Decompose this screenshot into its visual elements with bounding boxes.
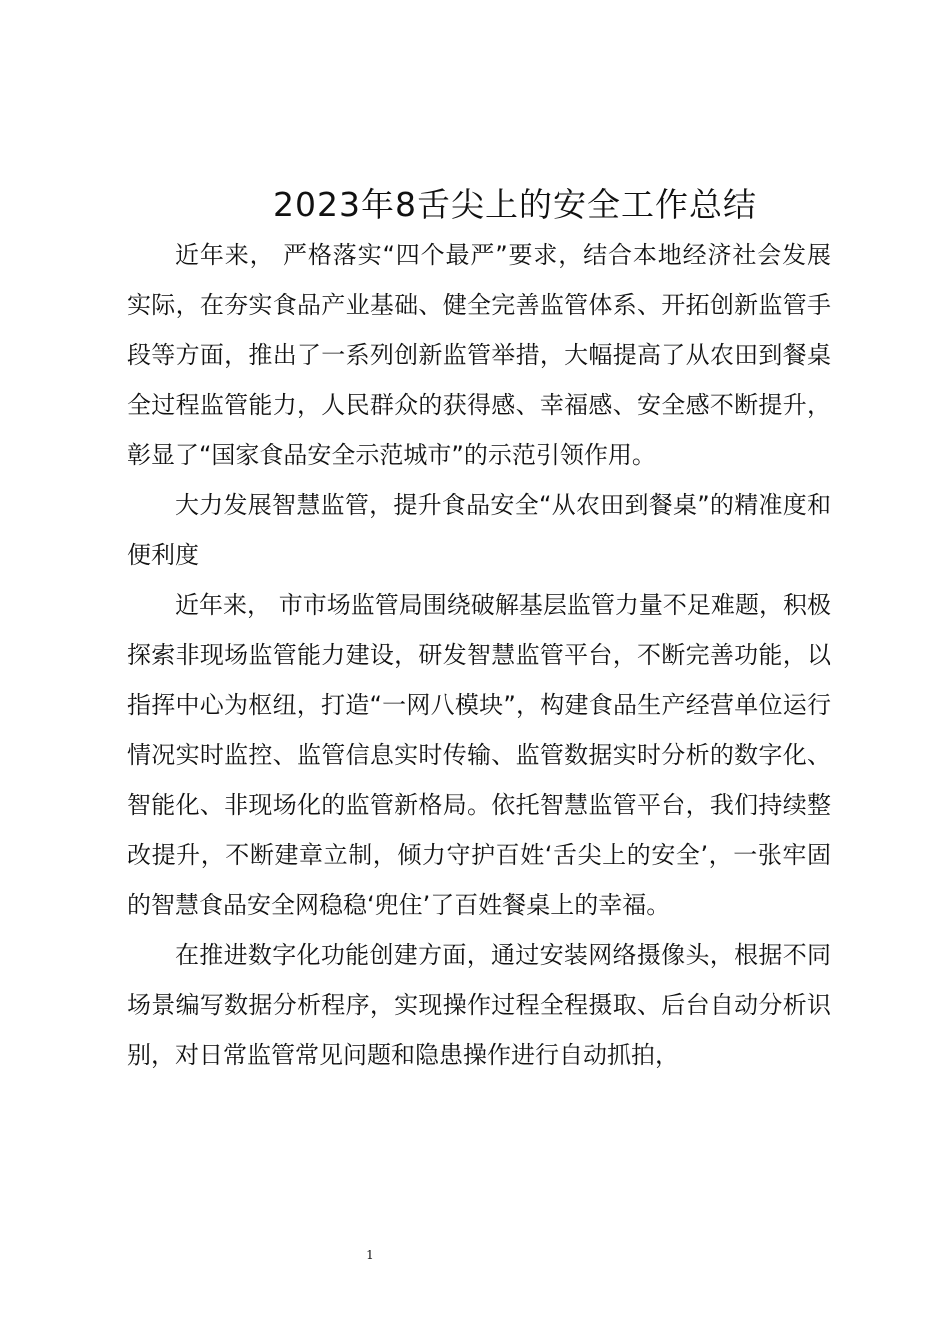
paragraph-smart-supervision: 近年来， 市市场监管局围绕破解基层监管力量不足难题，积极探索非现场监管能力建设，研发智慧监管平台，不断完善功能，以指挥中心为枢纽，打造“一网八模块”，构建食品生产经营单位运行情况实时监控、监管信息实时传输、监管数据实时分析的数字化、智能化、非现场化的监管新格局。依托智慧监管平台，我们持续整改提升，不断建章立制，倾力守护百姓‘舌尖上的安全’，一张牢固的智慧食品安全网稳稳‘兜住’了百姓餐桌上的幸福。 bbox=[127, 591, 831, 919]
document-title: 2023年8舌尖上的安全工作总结 bbox=[273, 185, 757, 224]
page-number: 1 bbox=[366, 1248, 374, 1262]
paragraph-heading: 大力发展智慧监管，提升食品安全“从农田到餐桌”的精准度和便利度 bbox=[127, 491, 831, 569]
document-body bbox=[127, 230, 831, 1080]
paragraph-digital-function: 在推进数字化功能创建方面，通过安装网络摄像头，根据不同场景编写数据分析程序，实现操作过程全程摄取、后台自动分析识别，对日常监管常见问题和隐患操作进行自动抓拍， bbox=[127, 941, 831, 1069]
paragraph-intro: 近年来， 严格落实“四个最严”要求，结合本地经济社会发展实际，在夯实食品产业基础、健全完善监管体系、开拓创新监管手段等方面，推出了一系列创新监管举措，大幅提高了从农田到餐桌全过程监管能力，人民群众的获得感、幸福感、安全感不断提升，彰显了“国家食品安全示范城市”的示范引领作用。 bbox=[127, 241, 831, 469]
